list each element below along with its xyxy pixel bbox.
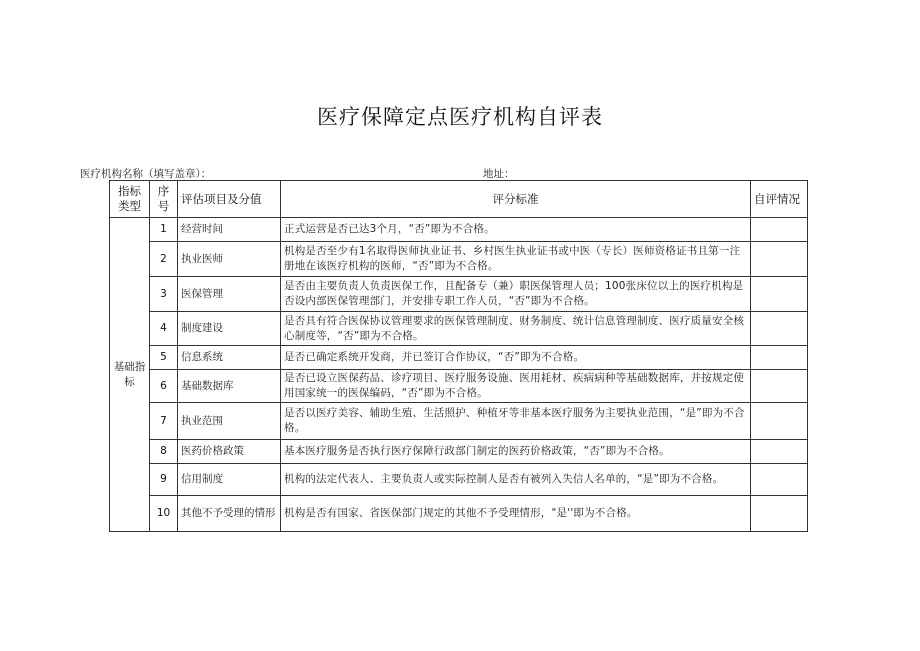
row-item: 信息系统: [178, 346, 281, 370]
table-row: [110, 312, 808, 346]
row-self-evaluation[interactable]: [751, 370, 808, 403]
category-basic-indicators: 基础指标: [110, 218, 150, 532]
row-item: 医药价格政策: [178, 440, 281, 464]
row-criteria: 是否以医疗美容、辅助生殖、生活照护、种植牙等非基本医疗服务为主要执业范围，“是”即为不合格。: [281, 403, 751, 440]
table-row: [110, 440, 808, 464]
row-self-evaluation[interactable]: [751, 464, 808, 496]
row-item: 执业医师: [178, 242, 281, 277]
address-label: 地址：: [483, 168, 515, 180]
row-item: 经营时间: [178, 218, 281, 242]
row-self-evaluation[interactable]: [751, 277, 808, 312]
row-number: 1: [150, 218, 178, 242]
row-criteria: 是否已设立医保药品、诊疗项目、医疗服务设施、医用耗材、疾病病种等基础数据库，并按规定使用国家统一的医保编码，“否”即为不合格。: [281, 370, 751, 403]
row-item: 信用制度: [178, 464, 281, 496]
row-self-evaluation[interactable]: [751, 403, 808, 440]
row-self-evaluation[interactable]: [751, 218, 808, 242]
table-row: [110, 370, 808, 403]
row-criteria: 机构的法定代表人、主要负责人或实际控制人是否有被列入失信人名单的，“是”即为不合格。: [281, 464, 751, 496]
row-number: 4: [150, 312, 178, 346]
row-item: 其他不予受理的情形: [178, 496, 281, 532]
table-row: [110, 218, 808, 242]
self-evaluation-table: [109, 180, 808, 532]
row-item: 制度建设: [178, 312, 281, 346]
page-title: 医疗保障定点医疗机构自评表: [317, 105, 603, 129]
row-number: 8: [150, 440, 178, 464]
row-number: 3: [150, 277, 178, 312]
row-criteria: 是否由主要负责人负责医保工作，且配备专（兼）职医保管理人员；100张床位以上的医疗机构是否设内部医保管理部门，并安排专职工作人员，“否”即为不合格。: [281, 277, 751, 312]
row-criteria: 正式运营是否已达3个月，“否”即为不合格。: [281, 218, 751, 242]
header-scoring-criteria: 评分标准: [281, 181, 751, 218]
row-self-evaluation[interactable]: [751, 312, 808, 346]
row-item: 医保管理: [178, 277, 281, 312]
row-number: 7: [150, 403, 178, 440]
row-number: 5: [150, 346, 178, 370]
table-row: [110, 403, 808, 440]
row-number: 10: [150, 496, 178, 532]
header-evaluation-item: 评估项目及分值: [178, 181, 281, 218]
table-row: [110, 464, 808, 496]
table-row: [110, 346, 808, 370]
header-serial-number: 序号: [150, 181, 178, 218]
table-row: [110, 277, 808, 312]
row-criteria: 是否具有符合医保协议管理要求的医保管理制度、财务制度、统计信息管理制度、医疗质量安全核心制度等，“否”即为不合格。: [281, 312, 751, 346]
row-criteria: 基本医疗服务是否执行医疗保障行政部门制定的医药价格政策，“否”即为不合格。: [281, 440, 751, 464]
row-item: 执业范围: [178, 403, 281, 440]
header-self-evaluation: 自评情况: [751, 181, 808, 218]
table-row: [110, 242, 808, 277]
row-self-evaluation[interactable]: [751, 346, 808, 370]
row-criteria: 机构是否有国家、省医保部门规定的其他不予受理情形，"是''即为不合格。: [281, 496, 751, 532]
row-number: 9: [150, 464, 178, 496]
row-item: 基础数据库: [178, 370, 281, 403]
row-criteria: 机构是否至少有1名取得医师执业证书、乡村医生执业证书或中医（专长）医师资格证书且第一注册地在该医疗机构的医师，“否”即为不合格。: [281, 242, 751, 277]
table-row: [110, 496, 808, 532]
row-self-evaluation[interactable]: [751, 440, 808, 464]
institution-name-label: 医疗机构名称（填写盖章）：: [80, 168, 212, 180]
row-self-evaluation[interactable]: [751, 242, 808, 277]
header-row: [110, 181, 808, 218]
row-number: 6: [150, 370, 178, 403]
row-number: 2: [150, 242, 178, 277]
row-self-evaluation[interactable]: [751, 496, 808, 532]
header-indicator-type: 指标类型: [110, 181, 150, 218]
row-criteria: 是否已确定系统开发商，并已签订合作协议，“否”即为不合格。: [281, 346, 751, 370]
